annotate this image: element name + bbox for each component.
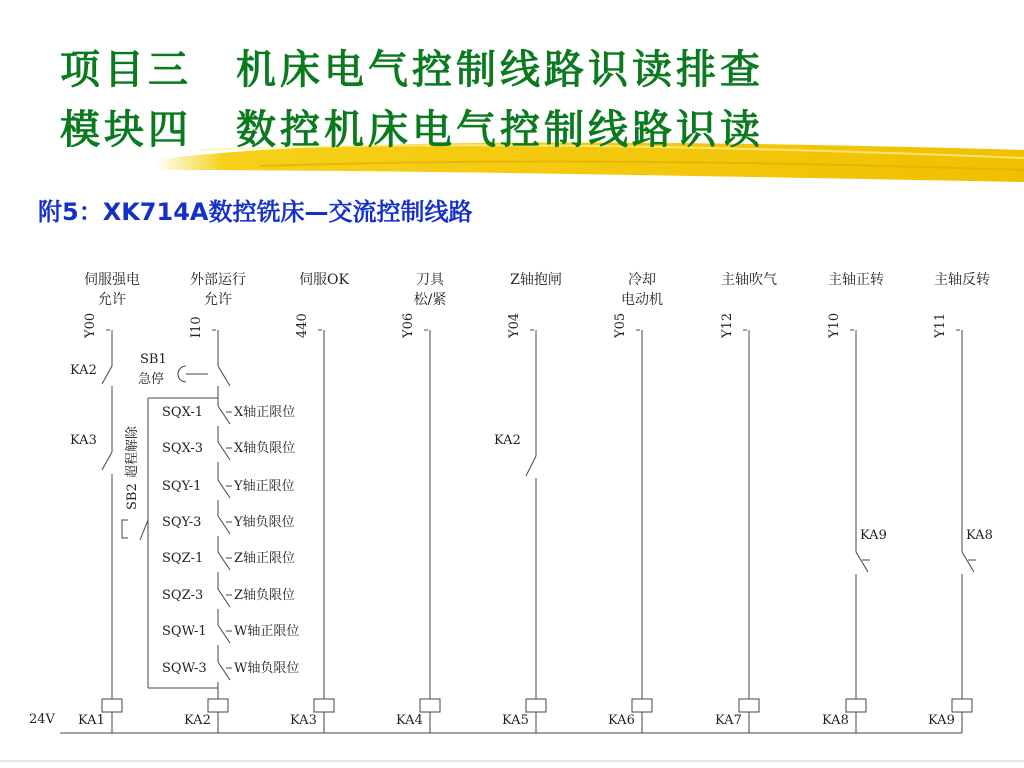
signal-label: Y12 bbox=[720, 312, 735, 338]
section-subtitle: 附5：XK714A数控铣床—交流控制线路 bbox=[38, 198, 473, 226]
override-code: SB2 bbox=[125, 483, 140, 510]
column-header: 冷却 bbox=[628, 272, 656, 288]
supply-voltage-label: 24V bbox=[29, 712, 55, 727]
column-header: Z轴抱闸 bbox=[510, 272, 562, 288]
limit-contact bbox=[218, 442, 230, 460]
coil-label: KA8 bbox=[822, 713, 849, 728]
estop-name: 急停 bbox=[138, 372, 165, 387]
page-title-line2: 模块四 数控机床电气控制线路识读 bbox=[60, 107, 764, 153]
override-button bbox=[122, 520, 128, 538]
estop-head bbox=[178, 366, 186, 382]
limit-switch-code: SQZ-3 bbox=[162, 588, 204, 603]
limit-contact bbox=[218, 552, 230, 570]
coil-label: KA2 bbox=[184, 713, 211, 728]
coil-label: KA3 bbox=[290, 713, 317, 728]
ka2-contact bbox=[102, 366, 112, 384]
limit-switch-name: Y轴正限位 bbox=[234, 479, 295, 494]
col5-ka2-contact bbox=[526, 456, 536, 476]
coil-label: KA1 bbox=[78, 713, 105, 728]
col5-ka2-label: KA2 bbox=[494, 433, 521, 448]
column-header-sub: 允许 bbox=[98, 292, 126, 308]
limit-switch-name: X轴负限位 bbox=[234, 441, 296, 456]
override-name: 超程解除 bbox=[125, 425, 140, 478]
limit-switch-name: W轴正限位 bbox=[234, 624, 300, 639]
coil-label: KA5 bbox=[502, 713, 529, 728]
column-header: 主轴反转 bbox=[934, 272, 990, 288]
column-header: 伺服OK bbox=[299, 272, 349, 288]
override-contact bbox=[140, 520, 148, 540]
col9-ka8-label: KA8 bbox=[966, 528, 993, 543]
coil-label: KA6 bbox=[608, 713, 635, 728]
column-header-sub: 松/紧 bbox=[413, 292, 447, 308]
relay-coil bbox=[102, 699, 122, 712]
signal-label: 440 bbox=[295, 313, 310, 338]
limit-switch-code: SQW-1 bbox=[162, 624, 207, 639]
limit-contact bbox=[218, 589, 230, 607]
ka3-contact-label: KA3 bbox=[70, 433, 97, 448]
relay-coil bbox=[632, 699, 652, 712]
estop-contact bbox=[218, 366, 230, 386]
estop-code: SB1 bbox=[140, 352, 167, 367]
relay-coil bbox=[952, 699, 972, 712]
limit-switch-name: Y轴负限位 bbox=[234, 515, 295, 530]
limit-contact bbox=[218, 662, 230, 680]
relay-coil bbox=[526, 699, 546, 712]
limit-switch-code: SQZ-1 bbox=[162, 551, 204, 566]
limit-switch-name: Z轴正限位 bbox=[234, 551, 296, 566]
ka2-contact-label: KA2 bbox=[70, 363, 97, 378]
relay-coil bbox=[314, 699, 334, 712]
page-title-line1: 项目三 机床电气控制线路识读排查 bbox=[60, 47, 764, 93]
limit-switch-code: SQX-3 bbox=[162, 441, 204, 456]
coil-label: KA4 bbox=[396, 713, 423, 728]
footer-divider bbox=[0, 760, 1024, 762]
coil-label: KA7 bbox=[715, 713, 742, 728]
signal-label: Y05 bbox=[613, 312, 628, 338]
relay-coil bbox=[739, 699, 759, 712]
signal-label: Y06 bbox=[401, 312, 416, 338]
limit-contact bbox=[218, 625, 230, 643]
limit-switch-code: SQY-1 bbox=[162, 479, 202, 494]
signal-label: Y10 bbox=[827, 312, 842, 338]
limit-switch-code: SQW-3 bbox=[162, 661, 207, 676]
limit-switch-code: SQY-3 bbox=[162, 515, 202, 530]
signal-label: Y00 bbox=[83, 312, 98, 338]
column-header: 主轴正转 bbox=[828, 272, 884, 288]
relay-coil bbox=[846, 699, 866, 712]
limit-switch-name: W轴负限位 bbox=[234, 661, 300, 676]
column-header-sub: 允许 bbox=[204, 292, 232, 308]
column-header: 伺服强电 bbox=[84, 272, 140, 288]
ka3-contact bbox=[102, 452, 112, 470]
column-header: 主轴吹气 bbox=[721, 272, 777, 288]
signal-label: Y04 bbox=[507, 312, 522, 338]
relay-coil bbox=[208, 699, 228, 712]
column-header-sub: 电动机 bbox=[621, 292, 663, 308]
interlock-contact bbox=[962, 552, 974, 572]
relay-coil bbox=[420, 699, 440, 712]
limit-contact bbox=[218, 480, 230, 498]
limit-switch-name: X轴正限位 bbox=[234, 405, 296, 420]
signal-label: Y11 bbox=[933, 312, 948, 338]
signal-label: I10 bbox=[189, 316, 204, 338]
limit-switch-code: SQX-1 bbox=[162, 405, 204, 420]
interlock-contact bbox=[856, 552, 868, 572]
col8-ka9-label: KA9 bbox=[860, 528, 887, 543]
column-header: 刀具 bbox=[416, 272, 444, 288]
limit-switch-name: Z轴负限位 bbox=[234, 588, 296, 603]
coil-label: KA9 bbox=[928, 713, 955, 728]
limit-contact bbox=[218, 516, 230, 534]
limit-contact bbox=[218, 406, 230, 424]
column-header: 外部运行 bbox=[190, 272, 246, 288]
